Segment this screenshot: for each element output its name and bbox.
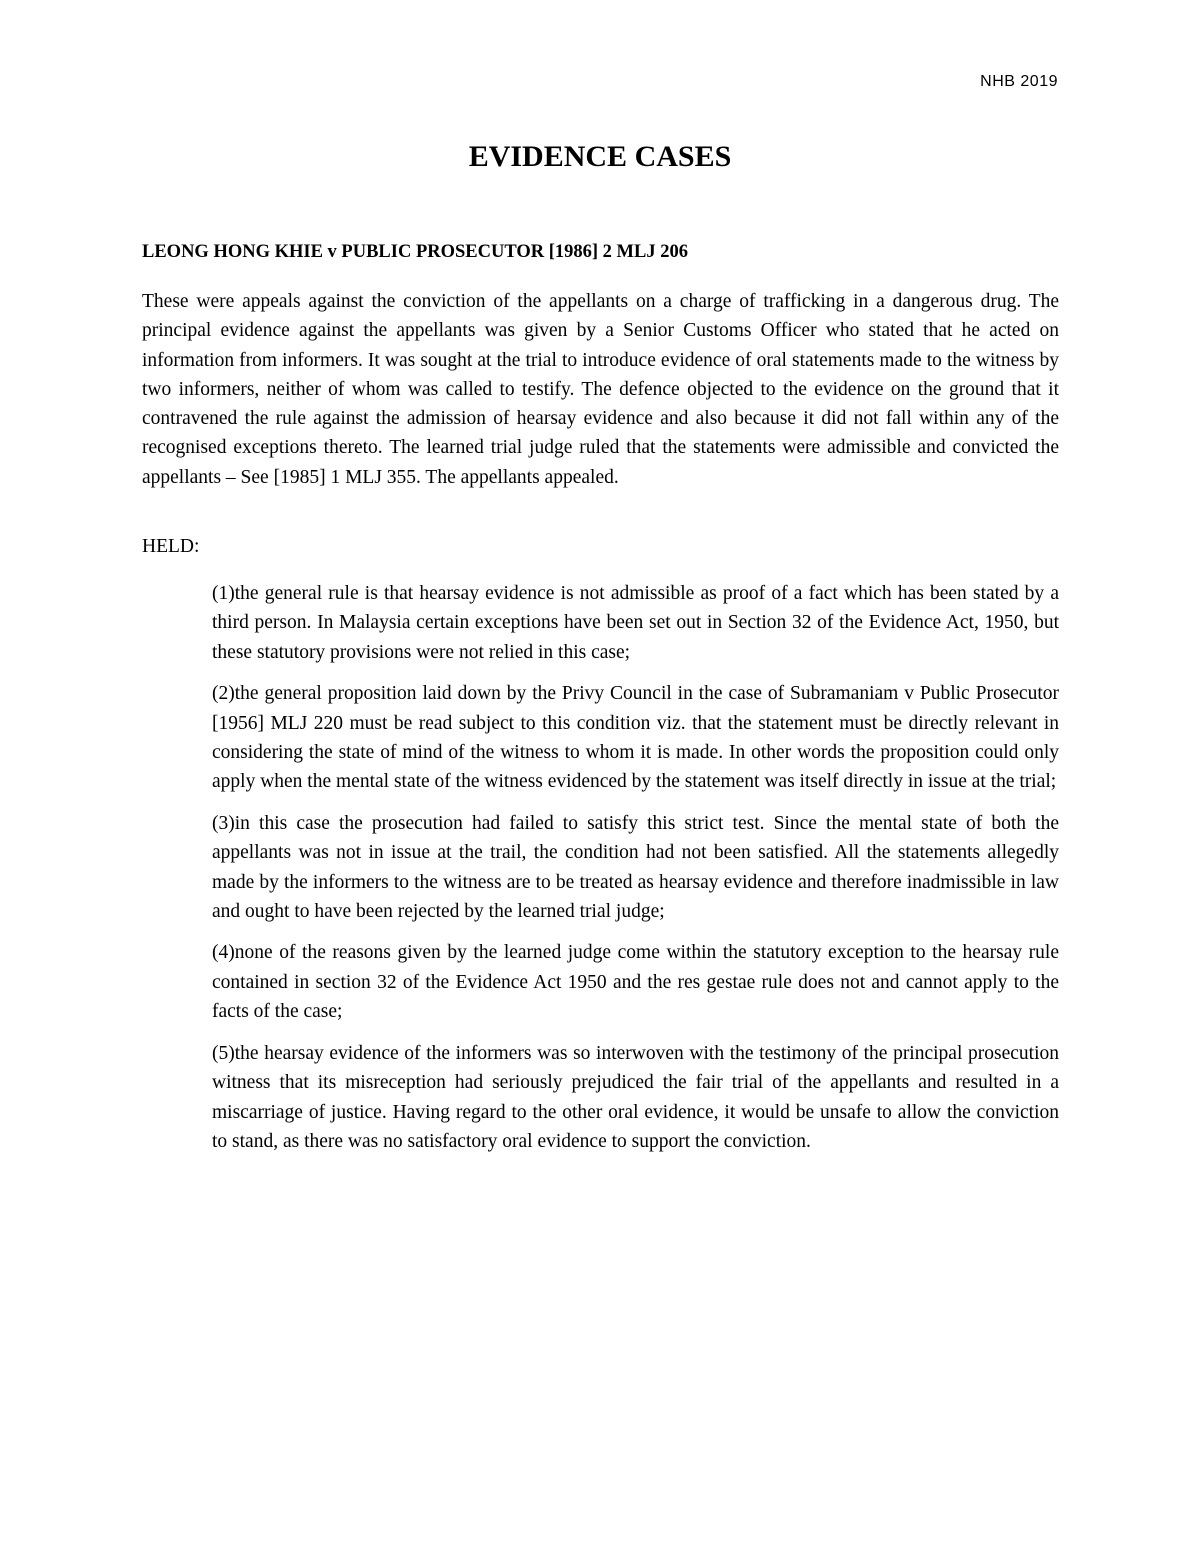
held-item: (4)none of the reasons given by the learned judge come within the statutory exception to the hearsay rule contained in section 32 of the Evidence Act 1950 and the res gestae rule does not and cannot apply to the facts of the case; xyxy=(212,942,1059,1023)
header-tag: NHB 2019 xyxy=(980,73,1058,90)
held-list xyxy=(212,579,1059,1168)
held-item: (2)the general proposition laid down by the Privy Council in the case of Subramaniam v Public Prosecutor [1956] MLJ 220 must be read subject to this condition viz. that the statement must be directly relevant in considering the state of mind of the witness to whom it is made. In other words the proposition could only apply when the mental state of the witness evidenced by the statement was itself directly in issue at the trial; xyxy=(212,683,1059,793)
case-heading: LEONG HONG KHIE v PUBLIC PROSECUTOR [1986] 2 MLJ 206 xyxy=(142,242,688,262)
document-title: EVIDENCE CASES xyxy=(468,140,732,173)
held-item: (3)in this case the prosecution had failed to satisfy this strict test. Since the mental state of both the appellants was not in issue at the trail, the condition had not been satisfied. All the statements allegedly made by the informers to the witness are to be treated as hearsay evidence and therefore inadmissible in law and ought to have been rejected by the learned trial judge; xyxy=(212,812,1059,923)
held-item: (5)the hearsay evidence of the informers was so interwoven with the testimony of the principal prosecution witness that its misreception had seriously prejudiced the fair trial of the appellants and resulted in a miscarriage of justice. Having regard to the other oral evidence, it would be unsafe to allow the conviction to stand, as there was no satisfactory oral evidence to support the conviction. xyxy=(212,1042,1059,1152)
held-item: (1)the general rule is that hearsay evidence is not admissible as proof of a fact which has been stated by a third person. In Malaysia certain exceptions have been set out in Section 32 of the Evidence Act, 1950, but these statutory provisions were not relied in this case; xyxy=(212,583,1059,663)
case-summary: These were appeals against the conviction of the appellants on a charge of trafficking in a dangerous drug. The principal evidence against the appellants was given by a Senior Customs Officer who stated that he acted on information from informers. It was sought at the trial to introduce evidence of oral statements made to the witness by two informers, neither of whom was called to testify. The defence objected to the evidence on the ground that it contravened the rule against the admission of hearsay evidence and also because it did not fall within any of the recognised exceptions thereto. The learned trial judge ruled that the statements were admissible and convicted the appellants – See [1985] 1 MLJ 355. The appellants appealed. xyxy=(142,291,1059,488)
held-label: HELD: xyxy=(142,536,200,557)
